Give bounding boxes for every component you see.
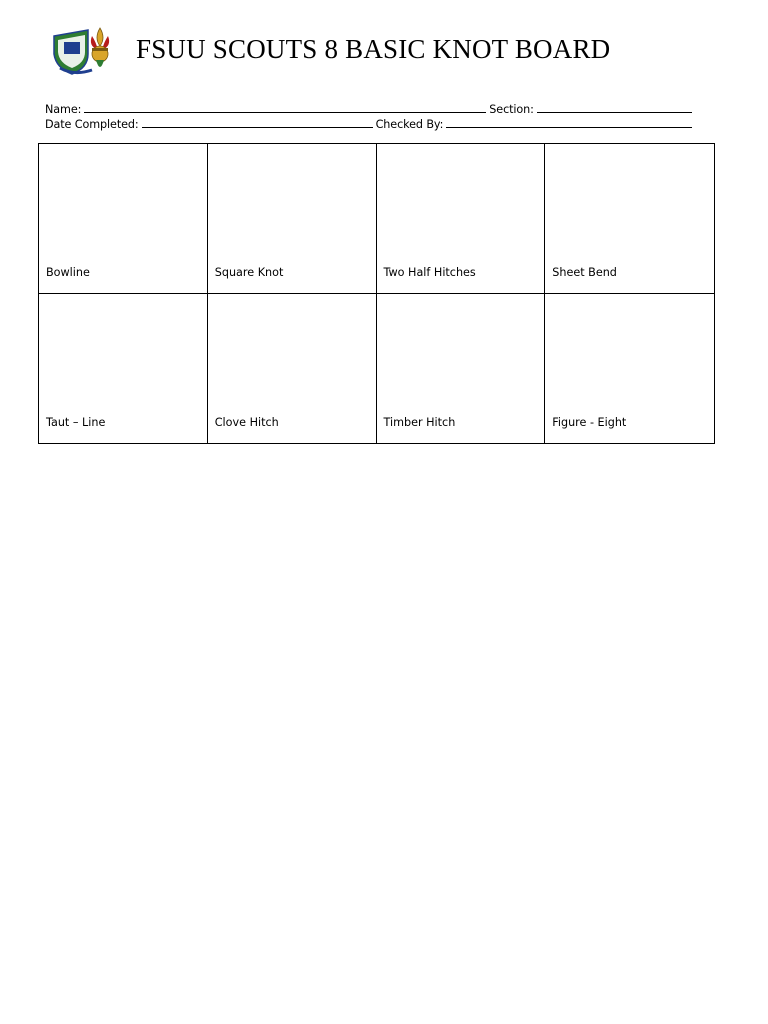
section-field[interactable] — [537, 101, 692, 113]
date-completed-field[interactable] — [142, 116, 373, 128]
knot-label: Clove Hitch — [214, 416, 279, 429]
knot-label: Sheet Bend — [552, 265, 617, 279]
knot-cell — [208, 294, 377, 444]
name-field[interactable] — [84, 101, 486, 113]
knot-cell — [377, 144, 546, 294]
page-title: FSUU SCOUTS 8 BASIC KNOT BOARD — [136, 34, 611, 64]
name-label: Name: — [45, 103, 82, 116]
knot-cell — [545, 144, 714, 294]
knot-label: Timber Hitch — [383, 416, 456, 429]
date-completed-label: Date Completed: — [45, 118, 139, 131]
knot-label: Two Half Hitches — [383, 265, 476, 279]
name-section-row — [45, 101, 695, 116]
knot-cell — [377, 294, 546, 444]
knot-label: Bowline — [46, 265, 90, 279]
knot-cell — [39, 144, 208, 294]
fsuu-scouts-crest-icon — [52, 24, 118, 78]
date-checked-row — [45, 116, 695, 131]
checked-by-field[interactable] — [446, 116, 692, 128]
knot-label: Square Knot — [214, 265, 284, 279]
knot-board-grid — [38, 143, 715, 444]
knot-cell — [545, 294, 714, 444]
section-label: Section: — [489, 103, 534, 116]
knot-cell — [208, 144, 377, 294]
knot-label: Taut – Line — [46, 416, 106, 429]
knot-cell — [39, 294, 208, 444]
checked-by-label: Checked By: — [375, 118, 444, 131]
knot-label: Figure - Eight — [552, 416, 627, 429]
